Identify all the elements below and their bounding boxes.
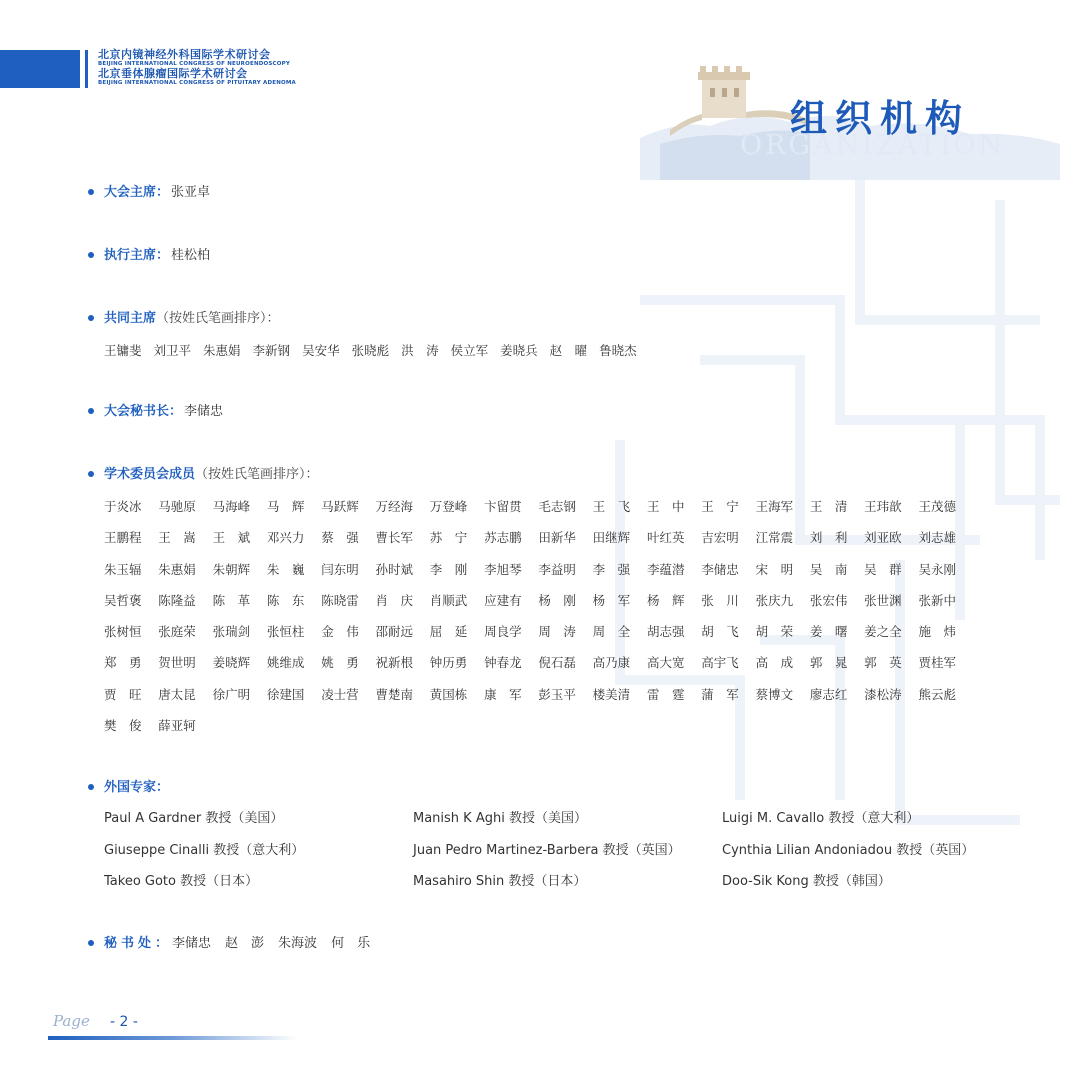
committee-member-name: 徐建国: [266, 686, 305, 702]
foreign-expert-entry: Doo-Sik Kong 教授（韩国）: [722, 874, 891, 889]
congress-header: [98, 49, 296, 87]
committee-member-name: 蔡博文: [755, 686, 794, 702]
exec-chair-label: 执行主席：: [104, 248, 170, 263]
bullet-dot-icon: [88, 408, 94, 414]
committee-member-name: 马海峰: [212, 499, 251, 514]
committee-member-name: 苏志鹏: [484, 530, 522, 546]
co-chair-name: 李新钢: [252, 343, 291, 358]
committee-member-name: 张恒柱: [266, 624, 305, 640]
committee-member-name: 叶红英: [646, 530, 685, 546]
committee-member-name: 康 军: [484, 686, 522, 702]
committee-member-name: 黄国栋: [429, 686, 468, 702]
committee-member-name: 李蕴潜: [646, 561, 685, 577]
co-chair-name: 张晓彪: [351, 343, 390, 358]
committee-member-name: 苏 宁: [429, 530, 468, 546]
committee-member-name: 吉宏明: [701, 530, 739, 546]
committee-member-name: 施 炜: [918, 624, 956, 640]
section-foreign-experts: [88, 778, 169, 798]
committee-member-name: 李 强: [592, 561, 631, 577]
secretary-general-name: 李储忠: [184, 404, 224, 419]
committee-row: [104, 561, 973, 592]
footer-accent-line: [48, 1036, 298, 1040]
header-accent-bar: [0, 50, 80, 88]
bullet-dot-icon: [88, 940, 94, 946]
committee-member-name: 刘亚欧: [864, 530, 902, 546]
committee-member-name: 王玮歆: [864, 499, 902, 514]
secretariat-member-name: 朱海波: [278, 936, 318, 951]
foreign-label: 外国专家：: [104, 780, 170, 795]
committee-member-name: 周 涛: [538, 624, 576, 640]
committee-member-name: 蒲 军: [701, 686, 739, 702]
committee-row: [104, 654, 973, 685]
secretariat-list: [172, 936, 384, 951]
foreign-expert-entry: Juan Pedro Martinez-Barbera 教授（英国）: [413, 842, 681, 858]
committee-members-grid: [104, 498, 973, 748]
committee-member-name: 刘志雄: [918, 530, 956, 546]
header-line2-cn: 北京垂体腺瘤国际学术研讨会: [98, 67, 248, 80]
secretariat-label: 秘书处：: [104, 936, 173, 951]
co-chair-name: 赵 曜: [549, 343, 588, 358]
committee-note: （按姓氏笔画排序）：: [195, 467, 319, 482]
committee-member-name: 闫东明: [321, 561, 359, 577]
committee-row: [104, 592, 973, 623]
foreign-expert-row: [104, 810, 1004, 842]
committee-member-name: 徐广明: [212, 686, 251, 702]
committee-member-name: 张树恒: [104, 624, 142, 640]
committee-member-name: 杨 刚: [538, 592, 576, 608]
foreign-expert-entry: Masahiro Shin 教授（日本）: [413, 874, 587, 889]
foreign-expert-entry: Giuseppe Cinalli 教授（意大利）: [104, 842, 305, 858]
committee-member-name: 王 宁: [701, 499, 739, 514]
bullet-dot-icon: [88, 189, 94, 195]
page-number: - 2 -: [110, 1014, 138, 1030]
committee-member-name: 张庭荣: [158, 624, 196, 640]
secretariat-member-name: 何 乐: [331, 936, 371, 951]
bullet-dot-icon: [88, 252, 94, 258]
header-divider: [85, 50, 88, 88]
committee-member-name: 肖顺武: [429, 592, 468, 608]
committee-member-name: 贺世明: [158, 655, 196, 671]
committee-member-name: 万登峰: [429, 499, 468, 514]
header-line1-cn: 北京内镜神经外科国际学术研讨会: [98, 48, 271, 61]
committee-member-name: 田继辉: [592, 530, 631, 546]
committee-member-name: 郭 晁: [809, 655, 848, 671]
committee-member-name: 钟历勇: [429, 655, 468, 671]
committee-row: [104, 686, 973, 717]
committee-member-name: 姚维成: [266, 655, 305, 671]
committee-member-name: 张宏伟: [809, 592, 848, 608]
committee-member-name: 张 川: [701, 592, 739, 608]
committee-row: [104, 529, 973, 560]
foreign-expert-entry: Luigi M. Cavallo 教授（意大利）: [722, 811, 920, 826]
co-chair-name: 刘卫平: [153, 343, 192, 358]
page-label: Page: [53, 1012, 90, 1030]
bullet-dot-icon: [88, 471, 94, 477]
committee-member-name: 田新华: [538, 530, 576, 546]
committee-member-name: 曹长军: [375, 530, 413, 546]
bullet-dot-icon: [88, 784, 94, 790]
committee-member-name: 薛亚轲: [158, 718, 196, 734]
secretariat-member-name: 赵 澎: [225, 936, 265, 951]
section-chair: [88, 183, 210, 203]
committee-member-name: 唐太昆: [158, 686, 196, 702]
co-chair-name: 吴安华: [302, 343, 340, 358]
committee-row: [104, 498, 973, 529]
foreign-experts-grid: [104, 810, 1004, 905]
committee-member-name: 熊云彪: [918, 686, 956, 702]
header-line1-en: BEIJING INTERNATIONAL CONGRESS OF NEUROENDOSCOPY: [98, 61, 291, 67]
title-english: ORGANIZATION: [740, 130, 1006, 161]
committee-member-name: 姜晓辉: [212, 655, 251, 671]
co-chair-name: 洪 涛: [401, 343, 439, 358]
exec-chair-name: 桂松柏: [171, 248, 211, 263]
committee-member-name: 张庆九: [755, 592, 794, 608]
committee-member-name: 李 刚: [429, 561, 468, 577]
foreign-expert-entry: Manish K Aghi 教授（美国）: [413, 811, 587, 826]
foreign-expert-entry: Paul A Gardner 教授（美国）: [104, 811, 284, 826]
co-chair-name: 鲁晓杰: [599, 343, 637, 358]
committee-member-name: 李储忠: [701, 561, 739, 577]
secretariat-member-name: 李储忠: [172, 936, 212, 951]
committee-member-name: 胡志强: [646, 624, 685, 640]
committee-member-name: 吴哲褒: [104, 592, 142, 608]
committee-member-name: 邓兴力: [266, 530, 305, 546]
committee-member-name: 邵耐远: [375, 624, 413, 640]
committee-member-name: 朱玉辐: [104, 561, 142, 577]
committee-member-name: 倪石磊: [538, 655, 576, 671]
committee-member-name: 贾 旺: [104, 686, 142, 702]
committee-member-name: 郑 勇: [104, 655, 142, 671]
committee-member-name: 彭玉平: [538, 686, 576, 702]
foreign-expert-row: [104, 842, 1004, 874]
header-line2-en: BEIJING INTERNATIONAL CONGRESS OF PITUITARY ADENOMA: [98, 80, 297, 86]
committee-member-name: 杨 辉: [646, 592, 685, 608]
committee-member-name: 姚 勇: [321, 655, 359, 671]
committee-member-name: 陈晓雷: [321, 592, 359, 608]
committee-member-name: 马跃辉: [321, 499, 359, 514]
committee-member-name: 胡 荣: [755, 624, 794, 640]
committee-row: [104, 717, 973, 748]
chair-label: 大会主席：: [104, 185, 170, 200]
co-chair-name: 姜晓兵: [500, 343, 538, 358]
committee-member-name: 高大宽: [646, 655, 685, 671]
co-chairs-label: 共同主席: [104, 311, 157, 326]
section-secretariat: [88, 934, 384, 954]
section-co-chairs: [88, 309, 280, 329]
committee-member-name: 王 飞: [592, 499, 631, 514]
committee-member-name: 江常震: [755, 530, 794, 546]
committee-member-name: 高乃康: [592, 655, 631, 671]
committee-member-name: 张瑞剑: [212, 624, 251, 640]
committee-member-name: 胡 飞: [701, 624, 739, 640]
committee-member-name: 陈 革: [212, 592, 251, 608]
committee-member-name: 毛志钢: [538, 499, 576, 514]
committee-member-name: 廖志红: [809, 686, 848, 702]
committee-member-name: 于炎冰: [104, 499, 142, 514]
committee-member-name: 杨 军: [592, 592, 631, 608]
foreign-expert-entry: Cynthia Lilian Andoniadou 教授（英国）: [722, 842, 975, 858]
committee-member-name: 刘 利: [809, 530, 848, 546]
committee-member-name: 马 辉: [266, 499, 305, 514]
committee-member-name: 姜 曙: [809, 624, 848, 640]
committee-member-name: 孙时斌: [375, 561, 413, 577]
committee-member-name: 王海军: [755, 499, 794, 514]
committee-member-name: 王 清: [809, 499, 848, 514]
section-exec-chair: [88, 246, 210, 266]
committee-member-name: 吴 群: [864, 561, 902, 577]
committee-member-name: 雷 霆: [646, 686, 685, 702]
committee-member-name: 周良学: [484, 624, 522, 640]
committee-member-name: 王鹏程: [104, 530, 142, 546]
committee-member-name: 凌士营: [321, 686, 359, 702]
committee-member-name: 陈隆益: [158, 592, 196, 608]
committee-member-name: 应建有: [484, 592, 522, 608]
secretary-general-label: 大会秘书长：: [104, 404, 183, 419]
co-chair-name: 朱惠娟: [203, 343, 241, 358]
committee-member-name: 肖 庆: [375, 592, 413, 608]
committee-member-name: 李旭琴: [484, 561, 522, 577]
committee-member-name: 周 全: [592, 624, 631, 640]
co-chair-name: 侯立军: [450, 343, 489, 358]
co-chairs-note: （按姓氏笔画排序）：: [156, 311, 280, 326]
bullet-dot-icon: [88, 315, 94, 321]
committee-member-name: 高宇飞: [701, 655, 739, 671]
committee-member-name: 吴 南: [809, 561, 848, 577]
co-chairs-list: [104, 341, 649, 359]
committee-member-name: 王 嵩: [158, 530, 196, 546]
committee-member-name: 宋 明: [755, 561, 794, 577]
committee-member-name: 钟春龙: [484, 655, 522, 671]
committee-member-name: 曹楚南: [375, 686, 413, 702]
committee-member-name: 张新中: [918, 592, 956, 608]
committee-member-name: 漆松涛: [864, 686, 902, 702]
committee-member-name: 屈 延: [429, 624, 468, 640]
committee-member-name: 张世渊: [864, 592, 902, 608]
section-committee: [88, 465, 319, 485]
chair-name: 张亚卓: [171, 185, 211, 200]
committee-member-name: 姜之全: [864, 624, 902, 640]
foreign-expert-row: [104, 873, 1004, 905]
committee-member-name: 王 中: [646, 499, 685, 514]
committee-member-name: 朱 巍: [266, 561, 305, 577]
committee-member-name: 樊 俊: [104, 718, 142, 734]
committee-member-name: 朱朝辉: [212, 561, 251, 577]
committee-member-name: 祝新根: [375, 655, 413, 671]
committee-member-name: 金 伟: [321, 624, 359, 640]
foreign-expert-entry: Takeo Goto 教授（日本）: [104, 874, 259, 889]
committee-member-name: 万经海: [375, 499, 413, 514]
committee-label: 学术委员会成员: [104, 467, 196, 482]
committee-member-name: 郭 英: [864, 655, 902, 671]
section-secretary-general: [88, 402, 223, 422]
committee-member-name: 朱惠娟: [158, 561, 196, 577]
committee-member-name: 吴永刚: [918, 561, 956, 577]
committee-member-name: 王茂德: [918, 499, 956, 514]
committee-member-name: 马驰原: [158, 499, 196, 514]
committee-member-name: 陈 东: [266, 592, 305, 608]
page-title: 组织机构: [790, 96, 970, 140]
committee-member-name: 蔡 强: [321, 530, 359, 546]
committee-row: [104, 623, 973, 654]
committee-member-name: 贾桂军: [918, 655, 956, 671]
committee-member-name: 王 斌: [212, 530, 251, 546]
committee-member-name: 李益明: [538, 561, 576, 577]
co-chair-name: 王镛斐: [104, 343, 142, 358]
committee-member-name: 卞留贯: [484, 499, 522, 514]
committee-member-name: 高 成: [755, 655, 794, 671]
committee-member-name: 楼美清: [592, 686, 631, 702]
